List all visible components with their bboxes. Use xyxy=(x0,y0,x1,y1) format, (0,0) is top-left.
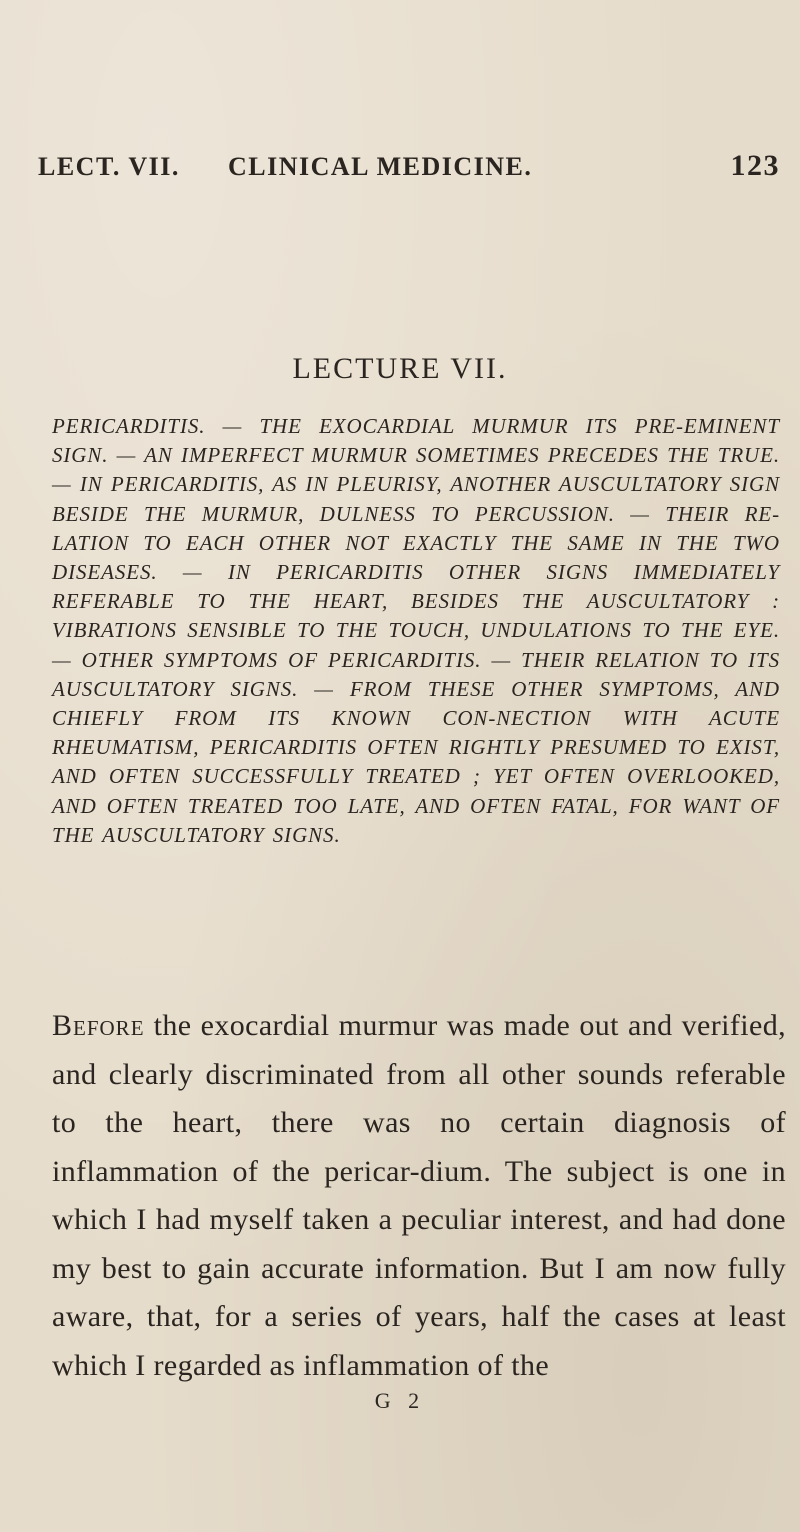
opening-word: Before xyxy=(52,1009,145,1042)
running-head xyxy=(38,149,780,192)
page-number: 123 xyxy=(730,149,780,182)
chapter-summary: PERICARDITIS. — THE EXOCARDIAL MURMUR ITS PRE-EMINENT SIGN. — AN IMPERFECT MURMUR SOMETIMES PRECEDES THE TRUE. — IN PERICARDITIS, AS IN PLEURISY, ANOTHER AUSCULTATORY SIGN BESIDE THE MURMUR, DULNESS TO PERCUSSION. — THEIR RE-LATION TO EACH OTHER NOT EXACTLY THE SAME IN THE TWO DISEASES. — IN PERICARDITIS OTHER SIGNS IMMEDIATELY REFERABLE TO THE HEART, BESIDES THE AUSCULTATORY : VIBRATIONS SENSIBLE TO THE TOUCH, UNDULATIONS TO THE EYE. — OTHER SYMPTOMS OF PERICARDITIS. — THEIR RELATION TO ITS AUSCULTATORY SIGNS. — FROM THESE OTHER SYMPTOMS, AND CHIEFLY FROM ITS KNOWN CON-NECTION WITH ACUTE RHEUMATISM, PERICARDITIS OFTEN RIGHTLY PRESUMED TO EXIST, AND OFTEN SUCCESSFULLY TREATED ; YET OFTEN OVERLOOKED, AND OFTEN TREATED TOO LATE, AND OFTEN FATAL, FOR WANT OF THE AUSCULTATORY SIGNS. xyxy=(52,414,780,847)
signature-mark: G 2 xyxy=(374,1388,426,1413)
body-paragraph xyxy=(52,1002,786,1390)
lecture-reference: LECT. VII. xyxy=(38,152,180,181)
book-title: CLINICAL MEDICINE. xyxy=(228,152,533,181)
lecture-title: LECTURE VII. xyxy=(292,352,508,385)
paragraph-text: the exocardial murmur was made out and verified, and clearly discriminated from all other sounds referable to the heart, there was no certain diagnosis of inflammation of the pericar-dium. The subject is one in which I had myself taken a peculiar interest, and had done my best to gain accurate information. But I am now fully aware, that, for a series of years, half the cases at least which I regarded as inflammation of the xyxy=(52,1009,786,1382)
